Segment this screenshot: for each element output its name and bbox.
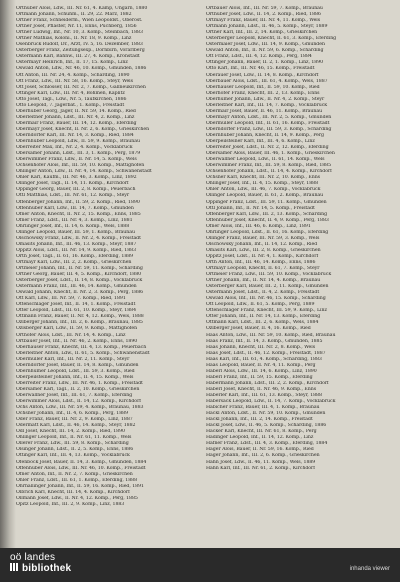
directory-entry: Ollinger Leopold, Bauer, III. 59, 1. Komp., Braunau	[16, 229, 135, 235]
directory-entry: Osenbruck Rudolf, Dr., Arzt, IV. 5, 16. Dezember, 1883	[16, 42, 143, 48]
directory-entry: Habermann Johann, Ldst., III. 2, 2. Komp., Kirchdorf	[206, 380, 329, 386]
left-column	[16, 6, 202, 508]
directory-entry: Öhler Anton, Ldw., III. 46, 7. Komp., Vöcklabruck	[206, 187, 321, 193]
directory-entry: Öppinger Franz, Ldst., III. 59, 11. Komp., Gmunden	[206, 199, 327, 205]
directory-entry: Offenhuber Josef, Knecht, II. 4, 9. Komp., Perg, 1883	[206, 217, 329, 223]
directory-entry: Ollmann Josef, Ldw., II. Nr. 4, 12. Komp., Perg, 1885	[16, 495, 138, 501]
directory-entry: Oberleitner Anton, Ldw., II. 61, 5. Komp., Schwanenstadt	[16, 350, 150, 356]
directory-entry: Öhlinger Leopold, Inf., II. Nr. 61, 11. Komp., Wels	[16, 435, 132, 441]
page-gutter-shadow	[0, 0, 16, 548]
directory-entry: Öttinger Karl, Inf., III. 4, 13. Komp., Vöcklabruck	[16, 453, 130, 459]
directory-entry: Offenhuber Alois, Ldw., III. Nr. 46, 10. Komp., Freistadt	[16, 465, 146, 471]
directory-entry: Haberl Josef, Knecht, II. Nr. 46, 9. Komp., Enns	[206, 386, 317, 392]
directory-entry: Obermüller Leopold, Inf., II. 61, 16. Komp., Freistadt	[206, 120, 330, 126]
directory-entry: Obermair Franz, Bauer, III. 14, 12. Komp., Eferding	[16, 120, 137, 126]
directory-entry: Omasits Karl, Ldw., III. 2, 8. Komp., Grieskirchen	[206, 247, 321, 253]
directory-entry: Ortner Karl, Inf., III. 2, 14. Komp., Grieskirchen	[206, 30, 318, 36]
directory-entry: Oberhofer Franz, Knecht, III. 2, 13. Komp., Enns	[206, 90, 320, 96]
directory-entry: Ott Franz, Ldst., III. 4, 12. Komp., Perg, 1884	[206, 54, 312, 60]
directory-entry: Ott Franz, Ldw., III. Nr. 58, 16. Komp., Steyr, Wels	[16, 78, 133, 84]
directory-entry: Oberhauser Franz, Knecht, III. 4, 13. Komp., Peuerbach	[16, 344, 147, 350]
directory-entry: Ortner Johann, Inf., II. Nr. 14, 4. Komp., Braunau	[206, 278, 321, 284]
directory-entry: Ortner Franz, Schneiderm., Wien Leopoldst., Oberöst.	[16, 18, 143, 24]
directory-entry: Oswald Anton, Inf., II. Nr. 59, 6. Komp., Schärding	[206, 48, 324, 54]
directory-entry: Ohrlinger Leopold, Ldst., II. 61, 16. Komp., Eferding	[206, 229, 329, 235]
directory-entry: Hackl Josef, Ldw., II. 46, 5. Komp., Schärding, 1886	[206, 423, 327, 429]
directory-entry: Oberpeilsteiner Johann, Inf., II. 4, 15. Komp., Wels	[16, 374, 134, 380]
directory-entry: Oberauer Josef, Ldw., II. 14, 8. Komp., Kirchdorf	[206, 72, 319, 78]
directory-entry: Ortmayr Leopold, Knecht, II. 61, 7. Komp., Steyr	[206, 266, 320, 272]
directory-entry: Ochsenhofer Johann, Ldst., II. 14, 4. Komp., Kirchdorf	[206, 169, 332, 175]
directory-entry: Öllinger Josef, Tagl., II. 14, 11. Komp., Kirchdorf	[16, 181, 129, 187]
directory-entry: Öllinger Leopold, Bauer, II. 61, 2. Komp., Braunau	[206, 193, 324, 199]
directory-entry: Ott Leopold, Ldw., II. 61, 5. Komp., Perg, 1889	[206, 302, 315, 308]
directory-entry: Ozlberger Johann, Inf., III. 2, 6. Komp., Braunau, 1885	[16, 320, 143, 326]
directory-entry: Ottmann Karl, Ldst., III. 2, 6. Komp., Wels, 1884	[206, 320, 319, 326]
directory-entry: Ohler Franz, Ldst., III. 61, 1. Komp., Eferding, 1888	[16, 477, 138, 483]
directory-entry: Hafner Franz, Ldst., III. 4, 3. Komp., Eferding, 1884	[206, 441, 328, 447]
directory-entry: Obersamer Johann, Ldst., III. 3, 1. Komp., Perg, 1879	[16, 151, 141, 157]
directory-entry: Hackl Johann, Inf., III. 2, 14. Komp., Freistadt	[206, 417, 313, 423]
directory-entry: Ortbauer Josef, Inf., II. Nr. 46, 2. Komp., Enns, 1890	[16, 338, 138, 344]
directory-entry: Ott Anton, III. Nr. 24, 4. Komp., Schärding, 1890	[16, 72, 130, 78]
directory-entry: Ostermann Josef, Ldst., II. 4, 2. Komp., Freistadt	[206, 290, 320, 296]
directory-entry: Oberleitner Johann, Ldst., III. Nr. 4, 2. Komp., Linz	[16, 114, 135, 120]
directory-entry: Ofenböck Josef, Bauer, II. 14, 3. Komp., Gmunden, 1884	[16, 459, 147, 465]
directory-entry: Ortner Ludwig, Inf., Nr. 10, 3. Komp., Steinbach, 1883	[16, 30, 143, 36]
directory-entry: Oppitz Alois, Ldst., III. Nr. 14, 9. Komp., Ried, 1883	[16, 247, 137, 253]
directory-entry: Oppitz Josef, Ldst., II. Nr. 4, 1. Komp., Kirchdorf	[206, 253, 319, 259]
directory-entry: Ostermayr Heinrich, Inf., II. 17, 15. Komp., Linz	[16, 60, 128, 66]
directory-entry: Ozlsberger Karl, Ldw., II. 59, 9. Komp., Mattighofen	[16, 326, 138, 332]
directory-entry: Ohrhallinger Johann, Inf., II. 59, 16. Komp., Ried, 1891	[16, 483, 144, 489]
directory-entry: Ölsinger Johann, Ldst., II. 2, 5. Komp., Enns, 1886	[16, 447, 134, 453]
directory-entry: Öppinger Georg, Bauer, III. 2, 8. Komp., Peuerbach	[16, 187, 136, 193]
directory-entry: Obernhumer Leopold, Ldst., III. 59, 3. Komp., Ried	[16, 368, 135, 374]
directory-entry: Ostermann Karl, Bahnw., III. 27, 4. Komp., Kronstadt	[16, 54, 140, 60]
directory-entry: Ott Karl, Ldw., III. Nr. 59, 7. Komp., Ried, 1891	[16, 296, 126, 302]
directory-entry: Otto Josef, Tagl., Ldw., Nr. 5, Taufkirchen, 1886	[16, 96, 127, 102]
directory-entry: Ozlberger Josef, Bauer, II. 4, 16. Komp., Ried	[206, 326, 311, 332]
directory-entry: Ortner Georg, Bauer, III. 4, 5. Komp., Kirchdorf, 1880	[16, 272, 142, 278]
directory-entry: Oberpeilsteiner Karl, Inf., III. 4, 6. Komp., Linz	[206, 139, 315, 145]
directory-entry: Obersamer Karl, Tagl., II. 2, 10. Komp., Grieskirchen	[16, 386, 140, 392]
directory-entry: Oberhumer Johann, Ldw., II. Nr. 4, 2. Komp., Steyr	[206, 96, 325, 102]
directory-entry: Obermayr Josef, Knecht, II. Nr. 2, 6. Komp., Grieskirchen	[16, 126, 150, 132]
directory-entry: Orthofer Alois, Ldst., III. Nr. 14, 4. Komp., Linz	[16, 332, 126, 338]
directory-entry: Haberl Franz, Inf., II. 59, 15. Komp., Eferding	[206, 374, 313, 380]
directory-entry: Ochsenhofer Alois, Inf., III. 59, 10. Komp., Mattighofen	[16, 163, 145, 169]
directory-entry: Orthuber Josef, Ldw., II. 14, 2. Komp., Ried, 1886	[206, 12, 321, 18]
directory-entry: Ottenschläger Franz, Knecht, III. 59, 9. Komp., Linz	[206, 308, 327, 314]
directory-entry: Omasits Johann, Inf., III. 46, 13. Komp., Steyr, 1887	[16, 241, 137, 247]
directory-entry: Oberwallner Josef, Inf., III. 61, 7. Komp., Eferding	[16, 393, 133, 398]
directory-entry: Oder Franz, Bauer, III. Nr. 2, 9. Komp., Linz, 1887	[16, 417, 133, 423]
directory-entry: Obernhuber Johann, Knecht, II. 14, 9. Komp., Perg	[206, 132, 324, 138]
directory-entry: Ortbauer Alois, Inf., III. Nr. 59, 7. Komp., Braunau	[206, 6, 323, 11]
directory-entry: Ochs Anton, Ldw., III. Nr. 59, 4. Komp., Braunau, 1883	[16, 405, 144, 411]
directory-entry: Ödl Josef, Knecht, III. 14, 2. Komp., Ried, 1890	[16, 429, 125, 435]
directory-entry: Obermair Josef, Bauer, II. 46, 11. Komp., Braunau	[206, 108, 323, 114]
directory-entry: Osterberger Karl, Bauer, III. 2, 11. Komp., Gmunden	[206, 284, 329, 290]
directory-entry: Ohrlinger Josef, Inf., II. 14, 6. Komp., Wels, 1888	[16, 223, 130, 229]
directory-entry: Haas Josef, Ldst., II. 46, 12. Komp., Freistadt, 1887	[206, 350, 326, 356]
logo-bars-icon	[10, 563, 19, 574]
directory-entry: Opitz Leopold, Inf., III. 2, 9. Komp., Linz, 1883	[16, 501, 125, 507]
directory-entry: Ott Josef, Schlosser, III. Nr. 2, 7. Komp., Gallneukirchen	[16, 84, 146, 90]
directory-entry: Ofner Anton, Knecht, II. Nr. 2, 15. Komp., Enns, 1885	[16, 211, 141, 217]
directory-entry: Hahn Karl, Inf., III. Nr. 61, 2. Komp., Kirchdorf	[206, 465, 315, 471]
directory-entry: Oberbauer Alois, Ldst., III. 61, 4. Komp., Wels, 1887	[206, 78, 328, 84]
directory-entry: Oswald Anton, Ldw., Nr. 46, 10. Komp., Gmunden, 1886	[16, 66, 147, 72]
library-logo[interactable]	[10, 553, 71, 574]
directory-entry: Offenberger Johann, Inf., II. 59, 2. Komp., Ried, 1890	[16, 199, 140, 205]
directory-entry: Oberhauser Leopold, Inf., II. 59, 10. Komp., Ried	[206, 84, 320, 90]
directory-entry: Ottenschläger Josef, Inf., II. 14, 1. Komp., Freistadt	[16, 302, 136, 308]
directory-entry: Ortmeier Johann, Inf., II. Nr. 59, 11. Komp., Schärding	[16, 266, 143, 272]
directory-entry: Oberreiter Josef, Ldst., II. Nr. 2, 12. Komp., Eferding	[206, 145, 329, 151]
directory-entry: Haas Franz, Inf., II. 14, 3. Komp., Gmunden, 1885	[206, 338, 323, 344]
directory-entry: Oberwallner Leopold, Ldw., II. 61, 14. Komp., Wels	[206, 157, 325, 163]
directory-entry: Ostermaier Josef, Ldw., III. 14, 9. Komp., Gmunden	[206, 42, 325, 48]
directory-entry: Obermüller Karl, Inf., III. Nr. 2, 11. Komp., Steyr	[16, 356, 130, 362]
directory-entry: Oberndorfer Josef, Bauer, II. 14, 8. Komp., Gmunden	[16, 362, 139, 368]
directory-entry: Ortmann Johann, Schuhm., II. 29, 22. Marz, 1882	[16, 12, 132, 18]
directory-entry: Ottinger Karl, Ldw., III. Nr. 4, Böhmen, Kaplitz	[16, 90, 125, 96]
directory-entry: Olbrich Karl, Knecht, III. 14, 4. Komp., Kirchdorf	[16, 489, 130, 495]
directory-entry: Ofner Anton, Inf., II. Nr. 2, 7. Komp., Grieskirchen	[16, 471, 133, 477]
directory-entry: Ortmayr Franz, Bauer, III. Nr. 4, 11. Komp., Wels	[206, 18, 321, 24]
directory-entry: Hahn Josef, Ldw., II. 46, 11. Komp., Wels, 1889	[206, 459, 316, 465]
directory-entry: Osterberger Franz, Zeitungsexp., Dornbirn, Vorarlberg	[16, 48, 145, 54]
directory-entry: Odermatt Karl, Ldst., II. 46, 14. Komp., Steyr, 1882	[16, 423, 136, 429]
directory-entry: Hager Johann, Inf., III. 2, 6. Komp., Grieskirchen	[206, 453, 320, 459]
directory-entry: Oberwimmer Alois, Ldst., II. 14, 12. Komp., Kirchdorf	[16, 399, 141, 405]
directory-entry: Orth Anton, Inf., III. 46, 14. Komp., Enns, 1886	[206, 259, 316, 265]
directory-entry: Öllerer Franz, Ldw., III. 59, 8. Komp., Schärding	[16, 441, 129, 447]
directory-entry: Öhlinger Anton, Ldw., II. Nr. 4, 14. Komp., Schwanenstadt	[16, 169, 152, 175]
directory-entry: Ortmayr Karl, Ldw., III. 2, 2. Komp., Grieskirchen	[16, 259, 132, 265]
directory-entry: Oswald Johann, Knecht, II. Nr. 2, 3. Komp., Perg, 1886	[16, 290, 144, 296]
directory-entry: Otto Leopold, 7. Jägerbat., 1. Komp., Freistadt	[16, 102, 125, 108]
directory-entry: Ottmann Franz, Bauer, II. Nr. 4, 12. Komp., Wels, 1888	[16, 314, 144, 320]
directory-entry: Otto Karl, Inf., III. Nr. 46, 15. Komp., Freistadt	[206, 66, 315, 72]
directory-entry: Haas Johann, Knecht, III. Nr. 2, 8. Komp., Wels	[206, 344, 316, 350]
directory-entry: Offenberger Karl, Ldw., III. 2, 13. Komp., Schärding	[206, 211, 328, 217]
directory-entry: Hadinger Leopold, Inf., II. 14, 12. Komp., Linz	[206, 435, 314, 441]
directory-entry: Orthuber Alois, Ldw., III. Nr. 61, 4. Kamp, Ungarn, 1880	[16, 6, 148, 11]
right-column	[206, 6, 392, 472]
directory-entry: Olschowsky Johann, Inf., II. 14, 12. Komp., Ried	[206, 241, 318, 247]
directory-entry: Haberl Alois, Ldw., III. 14, 6. Komp., Linz, 1890	[206, 368, 317, 374]
directory-entry: Ortmann Johann, Ldst., II. 46, 5. Komp., Steyr, 1889	[206, 24, 328, 30]
directory-entry: Osterberger Leopold, Knecht, II. 61, 3. Komp., Eferding	[206, 36, 337, 42]
directory-entry: Öhlinger Josef, Inf., II. 4, 15. Komp., Steyr, 1888	[206, 181, 319, 187]
directory-entry: Obersamer Alois, Bauer, III. 46, 1. Komp., Grieskirchen	[206, 151, 335, 157]
directory-entry: Oberleitner Karl, Inf., III. 14, 7. Komp., Vöcklabruck	[206, 102, 328, 108]
directory-entry: Ortner Mathias, Koloni., II. Nr. 18, 9. Komp., Linz	[16, 36, 132, 42]
directory-entry: Obernhuber Leopold, Ldw., II. 59, 9. Komp., Braunau	[16, 139, 140, 145]
directory-entry: Otter Johann, Inf., II. Nr. 14, 13. Komp., Eferding	[206, 314, 321, 320]
directory-entry: Obermayr Anton, Ldst., III. Nr. 2, 5. Komp., Gmunden	[206, 114, 332, 120]
directory-entry: Haberler Karl, Inf., III. 61, 13. Komp., Steyr, 1888	[206, 393, 322, 398]
directory-entry: Ofner Alois, Inf., III. 46, 6. Komp., Linz, 1891	[206, 223, 311, 229]
directory-entry: Ortmeier Franz, Ldw., III. 59, 10. Komp., Vöcklabruck	[206, 272, 332, 278]
directory-entry: Oberreiter Franz, Ldw., III. Nr. 46, 1. Komp., Freistadt	[16, 380, 143, 386]
directory-entry: Haas Anton, Ldw., III. Nr. 59, 10. Komp., Ried, Braunau	[206, 332, 336, 338]
directory-entry: Oberreiter Max, Inf., Nr. 2, 4. Komp., Vöcklabruck	[16, 145, 133, 151]
directory-entry: Oberndorfer Franz, Ldw., III. 59, 3. Komp., Schärding	[206, 126, 332, 132]
directory-entry: Haas Leopold, Bauer, II. Nr. 4, 11. Komp., Perg	[206, 362, 316, 368]
logo-line-2: bibliothek	[10, 563, 71, 574]
directory-entry: Öttl Matthias, Ldst., III. Nr. 61, 12. Komp., Steyr	[16, 193, 130, 199]
directory-entry: Habersack Leopold, Ldw., II. 14, 7. Komp., Vöcklabruck	[206, 399, 336, 405]
directory-entry: Orth Josef, Tagl., II. 61, 16. Komp., Eferding, 1889	[16, 253, 134, 259]
directory-entry: Ottinger Johann, Bauer, II. 2, 1. Komp., Linz, 1890	[206, 60, 324, 66]
directory-entry: Ortner Josef, Pflaster, Nr. 11, Enns, Puchberg, 1856	[16, 24, 137, 30]
logo-line-1: oö landes	[10, 552, 56, 563]
directory-entry: Ochsner Johann, Inf., II. 4, 6. Komp., Perg, 1889	[16, 411, 128, 417]
directory-entry: Oberwimmer Franz, Ldw., II. Nr. 14, 5. Komp., Wels	[16, 157, 137, 163]
viewer-credit: inhanda viewer	[349, 566, 390, 572]
directory-entry: Habicher Franz, Bauer, III. 4, 1. Komp., Braunau	[206, 405, 320, 411]
directory-entry: Otter Leopold, Ldst., III. 61, 10. Komp., Steyr, 1884	[16, 308, 137, 314]
directory-entry: Hacker Karl, Knecht, III. Nr. 61, 8. Komp., Perg	[206, 429, 317, 435]
directory-entry: Oberhuber Georg, Jäger, II. Nr. 59, 14. Komp., Ried	[16, 108, 136, 114]
directory-entry: Ochsner Karl, Knecht, III. Nr. 2, 10. Komp., Enns	[206, 175, 321, 181]
directory-entry: Olschowsky Franz, Ldw., II. Nr. 2, 4. Komp., Freistadt	[16, 235, 141, 241]
directory-entry: Offenhuber Karl, Ldw., III. 14, 7. Komp., Gmunden	[16, 205, 134, 211]
directory-entry: Oberndorfer Karl, III. Nr. 14, 3. Komp., Ried, 1884	[16, 132, 134, 138]
directory-entry: Öttl Johann, Inf., II. Nr. 14, 5. Komp., Freistadt	[206, 205, 315, 211]
directory-entry: Hager Alois, Bauer, II. Nr. 59, 16. Komp., Ried	[206, 447, 314, 453]
directory-entry: Oberwimmer Franz, Inf., III. 59, 8. Komp., Ried, 1885	[206, 163, 332, 169]
directory-entry: Haas Karl, Inf., III. 61, 4. Komp., Schärding, 1883	[206, 356, 322, 362]
directory-entry: Ollinger Franz, Bauer, III. Nr. 59, 3. Komp., Wels	[206, 235, 320, 241]
directory-entry: Ofner Franz, Ldst., III. Nr. 4, 3. Komp., Linz, 1881	[16, 217, 133, 223]
directory-entry: Oswald Alois, Inf., III. Nr. 46, 15. Komp., Schärding	[206, 296, 326, 302]
directory-entry: Ostermann Franz, Inf., III. 46, 14. Komp., Gmunden	[16, 284, 137, 290]
directory-entry: Öhler Karl, Kaufm., III. Nr. 46, 3. Komp., Linz, 1892	[16, 175, 137, 181]
directory-entry: Osterberger Josef, Ldst., II. 14, 8. Komp., Vöcklabruck	[16, 278, 143, 284]
directory-entry: Hackl Anton, Ldst., II. Nr. 59, 10. Komp., Gmunden	[206, 411, 326, 417]
